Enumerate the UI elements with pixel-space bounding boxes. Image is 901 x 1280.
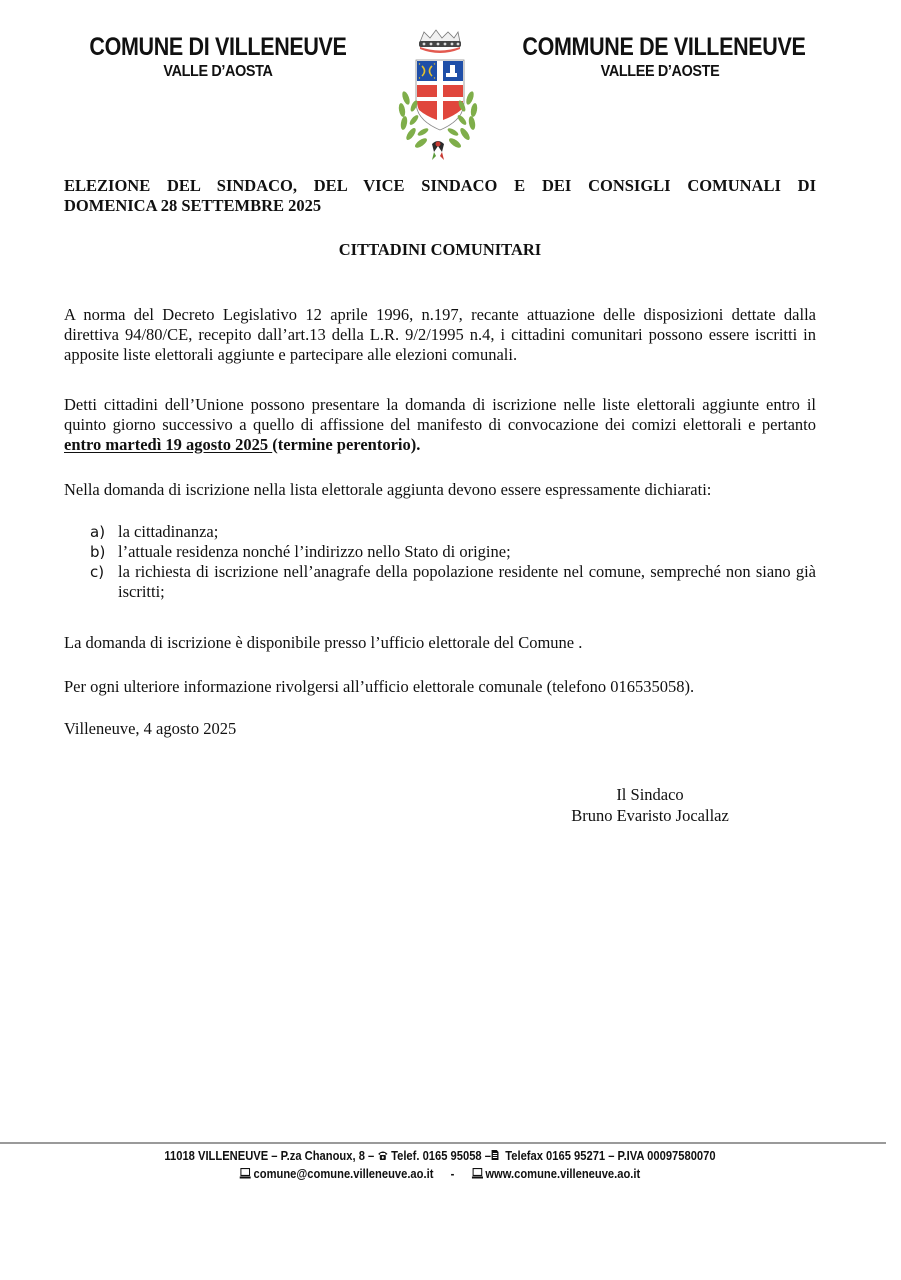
footer-phone: Telef. 0165 95058 –: [391, 1148, 491, 1163]
paragraph-availability: La domanda di iscrizione è disponibile presso l’ufficio elettorale del Comune .: [64, 633, 583, 652]
document-title-line2: DOMENICA 28 SETTEMBRE 2025: [64, 196, 322, 215]
letterhead-italian: [68, 32, 368, 82]
list-item-text: la richiesta di iscrizione nell’anagrafe della popolazione residente nel comune, sempreché non siano già iscritti;: [118, 562, 816, 601]
footer-web-row: [62, 1165, 819, 1183]
signatory-name: Bruno Evaristo Jocallaz: [571, 806, 729, 825]
document-title: [64, 176, 816, 216]
municipality-name-it: COMUNE DI VILLENEUVE: [89, 33, 347, 61]
signatory-role: Il Sindaco: [616, 785, 684, 804]
document-subtitle: CITTADINI COMUNITARI: [338, 240, 542, 259]
footer-website-link[interactable]: www.comune.villeneuve.ao.it: [485, 1166, 641, 1181]
deadline-note: (termine perentorio).: [272, 435, 421, 454]
signature-block: [540, 784, 760, 826]
paragraph-contact: Per ogni ulteriore informazione rivolgersi all’ufficio elettorale comunale (telefono 016535058).: [64, 677, 695, 696]
region-name-fr: VALLEE D’AOSTE: [600, 63, 720, 80]
footer-divider: [0, 1142, 886, 1144]
paragraph-deadline: [64, 395, 816, 455]
footer-fax-vat: Telefax 0165 95271 – P.IVA 00097580070: [502, 1148, 716, 1163]
telephone-icon: [377, 1148, 388, 1165]
list-item-text: l’attuale residenza nonché l’indirizzo nello Stato di origine;: [118, 542, 511, 561]
requirements-list: [90, 522, 816, 602]
deadline-date: entro martedì 19 agosto 2025: [64, 435, 273, 454]
footer-address: 11018 VILLENEUVE – P.za Chanoux, 8 –: [164, 1148, 378, 1163]
place-and-date: Villeneuve, 4 agosto 2025: [64, 719, 237, 738]
deadline-highlight: [64, 435, 420, 454]
footer-email-link[interactable]: comune@comune.villeneuve.ao.it: [253, 1166, 434, 1181]
region-name-it: VALLE D’AOSTA: [163, 63, 273, 80]
computer-icon: [472, 1166, 483, 1183]
coat-of-arms-icon: [386, 28, 490, 160]
document-title-line1: ELEZIONE DEL SINDACO, DEL VICE SINDACO E DEI CONSIGLI COMUNALI DI: [64, 176, 816, 195]
computer-icon: [240, 1166, 251, 1183]
list-item: [90, 562, 816, 602]
letterhead-french: [500, 32, 820, 82]
ribbon-icon: [432, 141, 444, 160]
paragraph-requirements-intro: Nella domanda di iscrizione nella lista elettorale aggiunta devono essere espressamente dichiarati:: [64, 480, 712, 499]
paragraph-deadline-text: Detti cittadini dell’Unione possono presentare la domanda di iscrizione nelle liste elettorali aggiunte entro il quinto giorno successivo a quello di affissione del manifesto di convocazione dei comizi elettorali e pertanto: [64, 395, 816, 434]
list-item: [90, 542, 816, 562]
list-marker: b): [90, 543, 106, 561]
shield-icon: [416, 60, 464, 130]
list-item: [90, 522, 816, 542]
municipality-name-fr: COMMUNE DE VILLENEUVE: [522, 33, 806, 61]
footer-contact-row: [62, 1147, 819, 1165]
fax-icon: [491, 1148, 500, 1165]
footer-separator: -: [450, 1166, 455, 1181]
paragraph-legal-basis: A norma del Decreto Legislativo 12 aprile 1996, n.197, recante attuazione delle disposizioni dettate dalla direttiva 94/80/CE, recepito dall’art.13 della L.R. 9/2/1995 n.4, i cittadini comunitari possono essere iscritti in apposite liste elettorali aggiunte e partecipare alle elezioni comunali.: [64, 305, 816, 364]
list-marker: a): [90, 523, 106, 541]
crown-icon: [419, 30, 461, 53]
letterhead: [0, 28, 901, 168]
list-item-text: la cittadinanza;: [118, 522, 219, 541]
list-marker: c): [90, 563, 105, 581]
footer: [0, 1147, 880, 1183]
